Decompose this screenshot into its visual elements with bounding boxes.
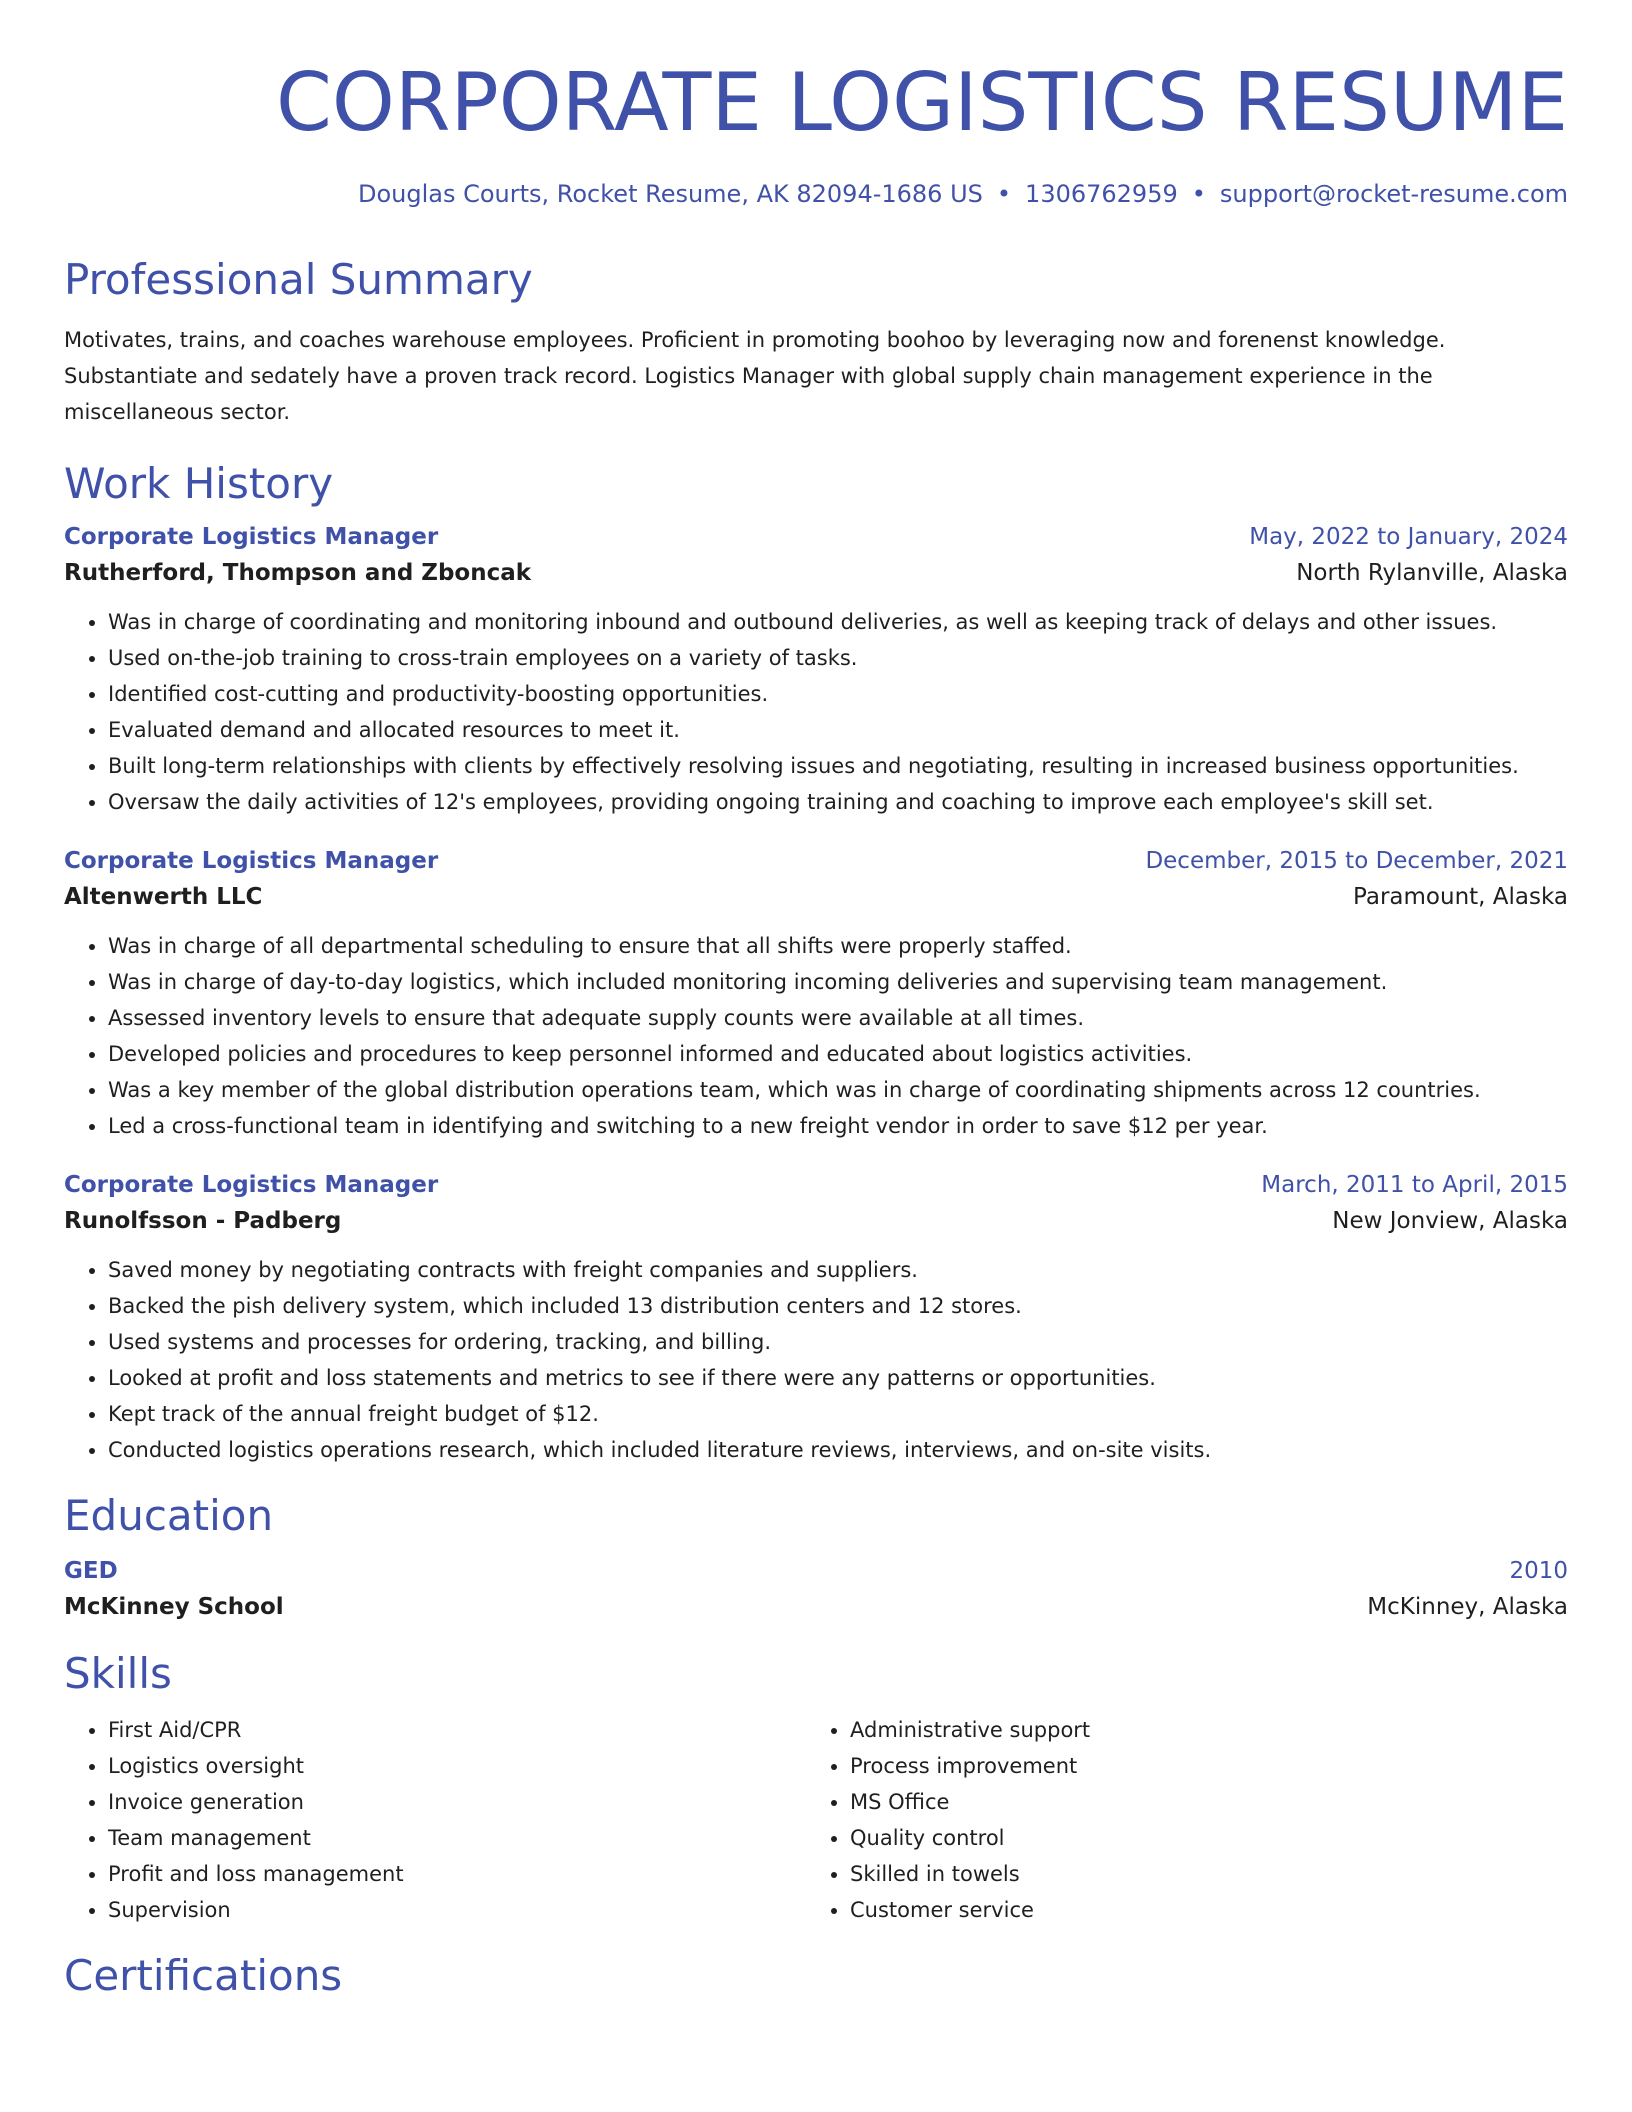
education-heading: Education: [64, 1491, 274, 1540]
job-entry: [64, 520, 1568, 820]
job-bullet: • Oversaw the daily activities of 12's employees, providing ongoing training and coaching to improve each employee's skill set.: [108, 784, 1568, 820]
job-bullet: • Was a key member of the global distribution operations team, which was in charge of coordinating shipments across 12 countries.: [108, 1072, 1568, 1108]
job-company: Rutherford, Thompson and Zboncak: [64, 560, 532, 586]
job-bullet: • Used systems and processes for ordering, tracking, and billing.: [108, 1324, 1568, 1360]
job-bullet: • Looked at profit and loss statements and metrics to see if there were any patterns or opportunities.: [108, 1360, 1568, 1396]
job-bullet: • Conducted logistics operations research, which included literature reviews, interviews, and on-site visits.: [108, 1432, 1568, 1468]
skills-column-right: [806, 1712, 1548, 1928]
contact-separator: •: [996, 180, 1012, 208]
job-title: Corporate Logistics Manager: [64, 524, 439, 550]
education-year: 2010: [1509, 1558, 1568, 1584]
education-section: [64, 1490, 1568, 1626]
job-location: Paramount, Alaska: [1353, 884, 1568, 910]
work-history-heading: Work History: [64, 459, 334, 508]
skill-item: • Profit and loss management: [108, 1856, 806, 1892]
education-location: McKinney, Alaska: [1367, 1594, 1568, 1620]
job-location: New Jonview, Alaska: [1332, 1208, 1568, 1234]
skill-item: • Invoice generation: [108, 1784, 806, 1820]
job-header-row: [64, 520, 1568, 554]
job-bullet: • Identified cost-cutting and productivity-boosting opportunities.: [108, 676, 1568, 712]
skill-item: • Skilled in towels: [850, 1856, 1548, 1892]
job-dates: May, 2022 to January, 2024: [1249, 524, 1568, 550]
skill-item: • Team management: [108, 1820, 806, 1856]
skills-heading: Skills: [64, 1649, 172, 1698]
job-entry: [64, 1168, 1568, 1468]
job-company-row: [64, 878, 1568, 916]
contact-phone: 1306762959: [1025, 180, 1178, 208]
skills-grid: [64, 1712, 1568, 1928]
skills-column-left: [64, 1712, 806, 1928]
education-degree: GED: [64, 1558, 118, 1584]
skill-item: • Process improvement: [850, 1748, 1548, 1784]
job-bullets: [64, 928, 1568, 1144]
skill-item: • MS Office: [850, 1784, 1548, 1820]
job-bullet: • Evaluated demand and allocated resources to meet it.: [108, 712, 1568, 748]
job-bullet: • Built long-term relationships with clients by effectively resolving issues and negotiating, resulting in increased business opportunities.: [108, 748, 1568, 784]
job-bullet: • Saved money by negotiating contracts with freight companies and suppliers.: [108, 1252, 1568, 1288]
contact-address: Douglas Courts, Rocket Resume, AK 82094-1686 US: [357, 180, 983, 208]
certifications-section: [64, 1950, 1568, 2002]
job-bullet: • Was in charge of all departmental scheduling to ensure that all shifts were properly staffed.: [108, 928, 1568, 964]
contact-separator: •: [1191, 180, 1206, 208]
skill-item: • Supervision: [108, 1892, 806, 1928]
skill-item: • First Aid/CPR: [108, 1712, 806, 1748]
resume-header: [64, 58, 1568, 210]
skill-item: • Logistics oversight: [108, 1748, 806, 1784]
resume-page: [64, 0, 1568, 2002]
skill-item: • Customer service: [850, 1892, 1548, 1928]
job-bullet: • Led a cross-functional team in identifying and switching to a new freight vendor in order to save $12 per year.: [108, 1108, 1568, 1144]
work-history-section: [64, 458, 1568, 1468]
job-header-row: [64, 1168, 1568, 1202]
job-company: Altenwerth LLC: [64, 884, 263, 910]
skill-item: • Administrative support: [850, 1712, 1548, 1748]
education-header-row: [64, 1554, 1568, 1588]
resume-title: CORPORATE LOGISTICS RESUME: [276, 56, 1568, 149]
job-bullet: • Developed policies and procedures to keep personnel informed and educated about logistics activities.: [108, 1036, 1568, 1072]
job-bullet: • Kept track of the annual freight budget of $12.: [108, 1396, 1568, 1432]
job-bullets: [64, 604, 1568, 820]
job-bullet: • Was in charge of day-to-day logistics, which included monitoring incoming deliveries and supervising team management.: [108, 964, 1568, 1000]
job-company-row: [64, 554, 1568, 592]
job-company: Runolfsson - Padberg: [64, 1208, 342, 1234]
job-bullet: • Assessed inventory levels to ensure that adequate supply counts were available at all times.: [108, 1000, 1568, 1036]
summary-section: [64, 254, 1568, 430]
job-title: Corporate Logistics Manager: [64, 848, 439, 874]
job-bullets: [64, 1252, 1568, 1468]
job-dates: December, 2015 to December, 2021: [1145, 848, 1568, 874]
summary-heading: Professional Summary: [64, 255, 533, 304]
education-school: McKinney School: [64, 1594, 284, 1620]
job-bullet: • Used on-the-job training to cross-train employees on a variety of tasks.: [108, 640, 1568, 676]
skill-item: • Quality control: [850, 1820, 1548, 1856]
summary-text: Motivates, trains, and coaches warehouse employees. Proficient in promoting boohoo by leveraging now and forenenst knowledge. Substantiate and sedately have a proven track record. Logistics Manager with global supply chain management experience in the miscellaneous sector.: [64, 328, 1446, 424]
job-bullet: • Backed the pish delivery system, which included 13 distribution centers and 12 stores.: [108, 1288, 1568, 1324]
contact-email[interactable]: support@rocket-resume.com: [1219, 180, 1568, 208]
job-location: North Rylanville, Alaska: [1296, 560, 1568, 586]
job-title: Corporate Logistics Manager: [64, 1172, 439, 1198]
job-bullet: • Was in charge of coordinating and monitoring inbound and outbound deliveries, as well as keeping track of delays and other issues.: [108, 604, 1568, 640]
education-school-row: [64, 1588, 1568, 1626]
job-header-row: [64, 844, 1568, 878]
certifications-heading: Certifications: [64, 1951, 343, 2000]
job-dates: March, 2011 to April, 2015: [1261, 1172, 1568, 1198]
contact-line: [64, 178, 1568, 210]
job-company-row: [64, 1202, 1568, 1240]
skills-section: [64, 1648, 1568, 1928]
job-entry: [64, 844, 1568, 1144]
